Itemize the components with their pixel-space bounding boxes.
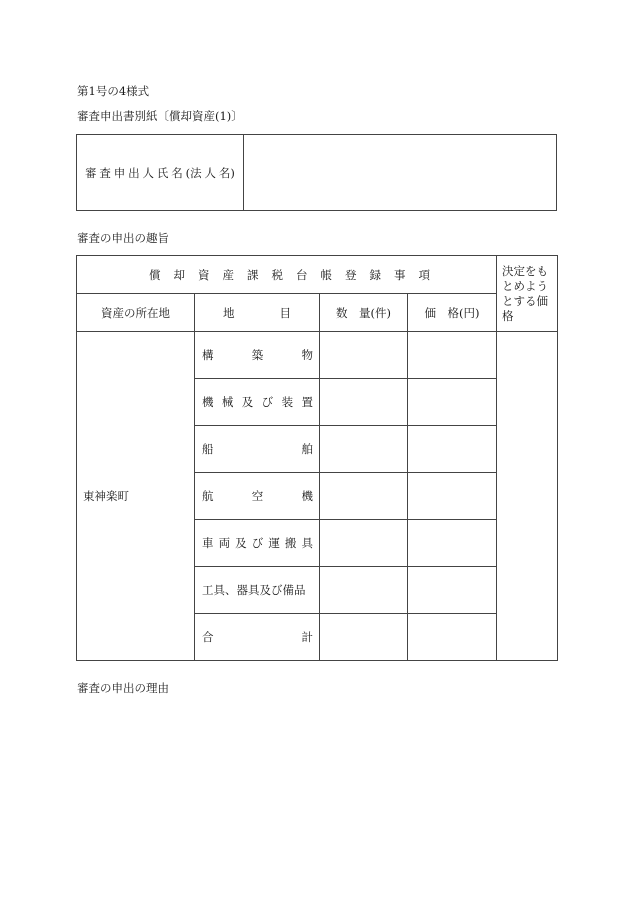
- price-column-header: [408, 294, 497, 332]
- header-char: 登: [345, 267, 357, 282]
- header-char: 税: [271, 267, 283, 282]
- quantity-cell[interactable]: [320, 426, 408, 473]
- category-char: 機: [202, 395, 214, 409]
- category-char: 機: [301, 489, 313, 503]
- category-cell: [195, 332, 320, 379]
- category-char: 両: [218, 536, 231, 550]
- category-char: 置: [301, 395, 313, 409]
- quantity-cell[interactable]: [320, 473, 408, 520]
- category-char: 地: [223, 305, 235, 320]
- quantity-column-header: [320, 294, 408, 332]
- header-char: 資: [198, 267, 210, 282]
- header-char: 却: [173, 267, 185, 282]
- category-char: 築: [251, 348, 264, 362]
- category-char: 運: [268, 536, 280, 550]
- applicant-name-label: [77, 165, 243, 181]
- decision-header: 決定をもとめようとする価格: [502, 264, 548, 323]
- category-char: 目: [279, 305, 291, 320]
- category-column-header: [195, 294, 320, 332]
- category-label: [195, 441, 319, 457]
- price-cell[interactable]: [408, 520, 497, 567]
- decision-header-cell: [497, 256, 558, 332]
- registration-header: [77, 267, 496, 283]
- header-char: 録: [369, 267, 381, 282]
- label-char: 氏: [156, 165, 169, 180]
- total-label-cell: [195, 614, 320, 661]
- decision-value-cell[interactable]: [497, 332, 558, 661]
- total-price-cell[interactable]: [408, 614, 497, 661]
- category-char: 及: [235, 536, 247, 550]
- quantity-cell[interactable]: [320, 567, 408, 614]
- header-char: 事: [394, 267, 406, 282]
- category-cell: [195, 426, 320, 473]
- total-quantity-cell[interactable]: [320, 614, 408, 661]
- quantity-cell[interactable]: [320, 520, 408, 567]
- price-cell[interactable]: [408, 473, 497, 520]
- location-column-label: 資産の所在地: [101, 305, 170, 320]
- label-char: 申: [113, 165, 126, 180]
- location-value-cell[interactable]: [77, 332, 195, 661]
- category-column-label: [195, 305, 319, 321]
- total-char: 計: [301, 630, 313, 644]
- label-char: 審: [85, 165, 97, 180]
- label-char: 名: [171, 165, 183, 180]
- category-char: 船: [202, 442, 214, 456]
- category-char: 搬: [284, 536, 297, 550]
- category-label: [195, 347, 319, 363]
- category-char: 装: [281, 395, 294, 409]
- form-number: 第1号の4様式: [77, 84, 150, 98]
- header-char: 産: [222, 267, 234, 282]
- category-char: 構: [202, 348, 214, 362]
- applicant-name-value-cell[interactable]: [244, 135, 557, 211]
- category-cell: [195, 379, 320, 426]
- category-label: [195, 535, 319, 551]
- label-char: 人: [204, 165, 216, 180]
- category-char: び: [251, 536, 264, 550]
- quantity-cell[interactable]: [320, 332, 408, 379]
- category-label: [195, 488, 319, 504]
- category-char: 物: [301, 348, 313, 362]
- header-char: 台: [296, 267, 308, 282]
- category-cell: [195, 567, 320, 614]
- registration-header-cell: [77, 256, 497, 294]
- quantity-cell[interactable]: [320, 379, 408, 426]
- applicant-table: [76, 134, 557, 211]
- category-cell: [195, 473, 320, 520]
- header-char: 償: [149, 267, 161, 282]
- label-char: (法: [185, 165, 202, 180]
- header-char: 項: [418, 267, 430, 282]
- label-char: 名): [218, 165, 235, 180]
- applicant-name-label-cell: [77, 135, 244, 211]
- header-char: 課: [247, 267, 259, 282]
- price-cell[interactable]: [408, 426, 497, 473]
- category-char: 具: [301, 536, 313, 550]
- category-char: 車: [202, 536, 214, 550]
- category-char: 航: [202, 489, 214, 503]
- label-char: 人: [142, 165, 154, 180]
- category-char: 及: [241, 395, 254, 409]
- label-char: 査: [99, 165, 111, 180]
- total-char: 合: [202, 630, 214, 644]
- location-column-header: [77, 294, 195, 332]
- label-char: 出: [128, 165, 140, 180]
- header-char: 帳: [320, 267, 332, 282]
- category-char: び: [261, 395, 274, 409]
- price-cell[interactable]: [408, 567, 497, 614]
- category-char: 舶: [301, 442, 313, 456]
- quantity-column-label: 数 量(件): [336, 305, 391, 320]
- category-char: 械: [221, 395, 234, 409]
- price-cell[interactable]: [408, 379, 497, 426]
- price-column-label: 価 格(円): [424, 305, 480, 320]
- purport-heading: 審査の申出の趣旨: [77, 231, 169, 245]
- registration-table: [76, 255, 558, 661]
- total-label: [195, 629, 319, 645]
- category-char: 空: [251, 489, 264, 503]
- reason-heading: 審査の申出の理由: [77, 681, 169, 695]
- price-cell[interactable]: [408, 332, 497, 379]
- location-value: 東神楽町: [83, 489, 129, 503]
- category-cell: [195, 520, 320, 567]
- category-label: 工具、器具及び備品: [202, 583, 306, 597]
- category-label: [195, 394, 319, 410]
- form-title: 審査申出書別紙〔償却資産(1)〕: [77, 109, 243, 123]
